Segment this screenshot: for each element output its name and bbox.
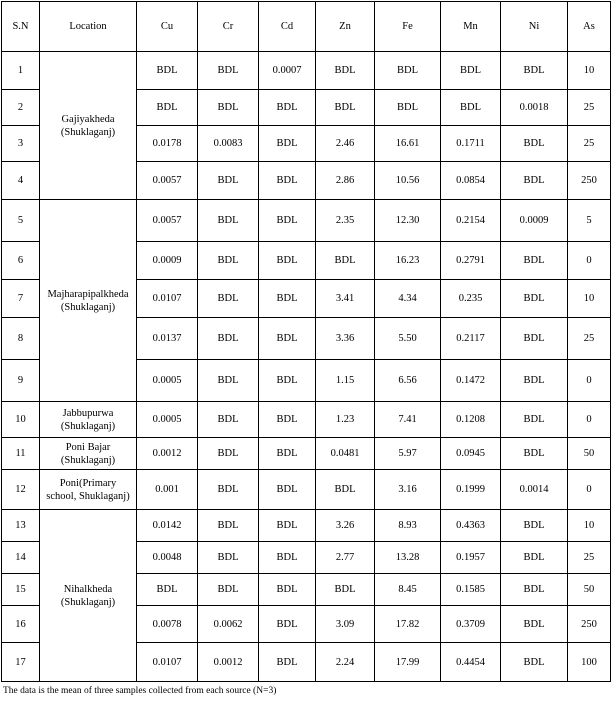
location-name: Majharapipalkheda	[47, 288, 129, 300]
cell-as: 50	[568, 438, 611, 470]
cell-sn: 9	[2, 360, 40, 402]
cell-mn: 0.1208	[441, 402, 501, 438]
cell-mn: 0.4363	[441, 510, 501, 542]
cell-sn: 10	[2, 402, 40, 438]
cell-ni: BDL	[501, 52, 568, 90]
cell-fe: 8.45	[375, 574, 441, 606]
cell-ni: BDL	[501, 542, 568, 574]
cell-ni: 0.0014	[501, 470, 568, 510]
cell-mn: 0.1472	[441, 360, 501, 402]
location-name: Poni(Primary	[59, 477, 117, 489]
cell-ni: BDL	[501, 162, 568, 200]
cell-cd: BDL	[259, 126, 316, 162]
cell-cu: 0.0048	[137, 542, 198, 574]
cell-cr: BDL	[198, 242, 259, 280]
cell-cu: 0.0107	[137, 280, 198, 318]
cell-cd: BDL	[259, 402, 316, 438]
header-cr: Cr	[198, 2, 259, 52]
cell-ni: BDL	[501, 360, 568, 402]
location-cell	[40, 470, 137, 510]
cell-as: 10	[568, 52, 611, 90]
heavy-metals-table	[1, 1, 611, 682]
header-ni: Ni	[501, 2, 568, 52]
cell-as: 5	[568, 200, 611, 242]
cell-ni: BDL	[501, 280, 568, 318]
cell-cr: BDL	[198, 200, 259, 242]
cell-cd: BDL	[259, 318, 316, 360]
cell-cd: BDL	[259, 606, 316, 643]
location-area: school, Shuklaganj)	[46, 490, 130, 502]
location-cell	[40, 402, 137, 438]
cell-cu: 0.0137	[137, 318, 198, 360]
cell-zn: 1.15	[316, 360, 375, 402]
cell-zn: 2.46	[316, 126, 375, 162]
cell-cu: 0.0057	[137, 162, 198, 200]
cell-mn: BDL	[441, 52, 501, 90]
location-area: (Shuklaganj)	[60, 301, 116, 313]
cell-cu: 0.0009	[137, 242, 198, 280]
cell-mn: BDL	[441, 90, 501, 126]
cell-fe: 13.28	[375, 542, 441, 574]
cell-mn: 0.2117	[441, 318, 501, 360]
cell-as: 250	[568, 162, 611, 200]
location-area: (Shuklaganj)	[60, 596, 116, 608]
cell-cr: 0.0012	[198, 643, 259, 682]
cell-ni: BDL	[501, 242, 568, 280]
cell-zn: BDL	[316, 470, 375, 510]
cell-cd: BDL	[259, 200, 316, 242]
cell-cu: BDL	[137, 574, 198, 606]
cell-ni: 0.0009	[501, 200, 568, 242]
location-cell	[40, 438, 137, 470]
cell-fe: 17.99	[375, 643, 441, 682]
cell-zn: 2.86	[316, 162, 375, 200]
header-fe: Fe	[375, 2, 441, 52]
cell-fe: 5.50	[375, 318, 441, 360]
cell-cu: 0.0107	[137, 643, 198, 682]
header-sn: S.N	[2, 2, 40, 52]
table-row	[2, 470, 611, 510]
cell-fe: 7.41	[375, 402, 441, 438]
cell-cr: BDL	[198, 542, 259, 574]
cell-as: 25	[568, 126, 611, 162]
cell-cu: 0.0178	[137, 126, 198, 162]
cell-cu: 0.0057	[137, 200, 198, 242]
cell-as: 250	[568, 606, 611, 643]
location-name: Jabbupurwa	[62, 407, 114, 419]
cell-ni: BDL	[501, 574, 568, 606]
cell-fe: 8.93	[375, 510, 441, 542]
cell-zn: 2.24	[316, 643, 375, 682]
cell-ni: BDL	[501, 643, 568, 682]
location-area: (Shuklaganj)	[60, 454, 116, 466]
location-cell	[40, 510, 137, 682]
cell-as: 25	[568, 90, 611, 126]
cell-sn: 14	[2, 542, 40, 574]
cell-mn: 0.0945	[441, 438, 501, 470]
cell-fe: 10.56	[375, 162, 441, 200]
cell-cu: 0.0005	[137, 402, 198, 438]
header-as: As	[568, 2, 611, 52]
cell-mn: 0.2791	[441, 242, 501, 280]
cell-cu: BDL	[137, 90, 198, 126]
cell-cr: BDL	[198, 510, 259, 542]
cell-zn: 3.36	[316, 318, 375, 360]
cell-sn: 1	[2, 52, 40, 90]
cell-sn: 15	[2, 574, 40, 606]
cell-as: 0	[568, 242, 611, 280]
cell-as: 50	[568, 574, 611, 606]
cell-fe: 16.23	[375, 242, 441, 280]
location-name: Poni Bajar	[65, 441, 111, 453]
table-row	[2, 510, 611, 542]
table-row	[2, 438, 611, 470]
cell-cr: 0.0062	[198, 606, 259, 643]
cell-ni: BDL	[501, 318, 568, 360]
location-area: (Shuklaganj)	[60, 126, 116, 138]
cell-mn: 0.2154	[441, 200, 501, 242]
cell-as: 25	[568, 542, 611, 574]
location-name: Nihalkheda	[63, 583, 113, 595]
cell-sn: 6	[2, 242, 40, 280]
cell-sn: 17	[2, 643, 40, 682]
cell-cu: 0.0142	[137, 510, 198, 542]
cell-cr: BDL	[198, 402, 259, 438]
table-row	[2, 402, 611, 438]
cell-cr: BDL	[198, 318, 259, 360]
cell-cd: BDL	[259, 574, 316, 606]
table-row	[2, 200, 611, 242]
location-area: (Shuklaganj)	[60, 420, 116, 432]
cell-cr: BDL	[198, 470, 259, 510]
cell-cu: 0.0078	[137, 606, 198, 643]
cell-as: 10	[568, 510, 611, 542]
location-name: Gajiyakheda	[61, 113, 115, 125]
cell-cd: BDL	[259, 280, 316, 318]
cell-cu: 0.001	[137, 470, 198, 510]
cell-cd: BDL	[259, 242, 316, 280]
cell-as: 0	[568, 360, 611, 402]
cell-ni: BDL	[501, 438, 568, 470]
cell-mn: 0.1999	[441, 470, 501, 510]
cell-zn: 0.0481	[316, 438, 375, 470]
header-cu: Cu	[137, 2, 198, 52]
cell-zn: 1.23	[316, 402, 375, 438]
cell-sn: 12	[2, 470, 40, 510]
cell-sn: 16	[2, 606, 40, 643]
location-cell	[40, 52, 137, 200]
cell-fe: 12.30	[375, 200, 441, 242]
header-mn: Mn	[441, 2, 501, 52]
cell-cd: 0.0007	[259, 52, 316, 90]
cell-cr: BDL	[198, 438, 259, 470]
table-footnote: The data is the mean of three samples collected from each source (N=3)	[3, 686, 277, 696]
cell-cd: BDL	[259, 510, 316, 542]
cell-cu: 0.0012	[137, 438, 198, 470]
cell-cr: BDL	[198, 90, 259, 126]
cell-fe: 4.34	[375, 280, 441, 318]
cell-ni: BDL	[501, 606, 568, 643]
cell-sn: 13	[2, 510, 40, 542]
cell-as: 0	[568, 402, 611, 438]
cell-zn: 2.77	[316, 542, 375, 574]
cell-cd: BDL	[259, 438, 316, 470]
cell-cr: BDL	[198, 360, 259, 402]
cell-as: 10	[568, 280, 611, 318]
cell-cu: 0.0005	[137, 360, 198, 402]
cell-fe: BDL	[375, 52, 441, 90]
cell-zn: 3.26	[316, 510, 375, 542]
cell-sn: 2	[2, 90, 40, 126]
cell-fe: 5.97	[375, 438, 441, 470]
cell-sn: 4	[2, 162, 40, 200]
cell-cu: BDL	[137, 52, 198, 90]
cell-cd: BDL	[259, 542, 316, 574]
cell-as: 0	[568, 470, 611, 510]
cell-fe: BDL	[375, 90, 441, 126]
cell-sn: 3	[2, 126, 40, 162]
cell-ni: 0.0018	[501, 90, 568, 126]
cell-mn: 0.1957	[441, 542, 501, 574]
cell-mn: 0.1585	[441, 574, 501, 606]
cell-cd: BDL	[259, 470, 316, 510]
header-cd: Cd	[259, 2, 316, 52]
cell-cd: BDL	[259, 90, 316, 126]
cell-cd: BDL	[259, 162, 316, 200]
cell-zn: BDL	[316, 52, 375, 90]
cell-ni: BDL	[501, 510, 568, 542]
header-row	[2, 2, 611, 52]
cell-fe: 16.61	[375, 126, 441, 162]
cell-cd: BDL	[259, 643, 316, 682]
cell-as: 100	[568, 643, 611, 682]
cell-fe: 17.82	[375, 606, 441, 643]
cell-cr: BDL	[198, 162, 259, 200]
cell-zn: BDL	[316, 90, 375, 126]
cell-cr: 0.0083	[198, 126, 259, 162]
cell-cr: BDL	[198, 280, 259, 318]
cell-fe: 3.16	[375, 470, 441, 510]
cell-cr: BDL	[198, 52, 259, 90]
cell-sn: 5	[2, 200, 40, 242]
cell-cd: BDL	[259, 360, 316, 402]
header-zn: Zn	[316, 2, 375, 52]
table-row	[2, 52, 611, 90]
cell-ni: BDL	[501, 402, 568, 438]
cell-zn: 3.41	[316, 280, 375, 318]
cell-zn: BDL	[316, 242, 375, 280]
cell-mn: 0.3709	[441, 606, 501, 643]
cell-zn: BDL	[316, 574, 375, 606]
cell-mn: 0.4454	[441, 643, 501, 682]
cell-cr: BDL	[198, 574, 259, 606]
cell-ni: BDL	[501, 126, 568, 162]
cell-sn: 11	[2, 438, 40, 470]
cell-mn: 0.1711	[441, 126, 501, 162]
cell-sn: 7	[2, 280, 40, 318]
cell-as: 25	[568, 318, 611, 360]
location-cell	[40, 200, 137, 402]
cell-zn: 2.35	[316, 200, 375, 242]
cell-zn: 3.09	[316, 606, 375, 643]
cell-mn: 0.235	[441, 280, 501, 318]
header-location: Location	[40, 2, 137, 52]
cell-mn: 0.0854	[441, 162, 501, 200]
cell-sn: 8	[2, 318, 40, 360]
cell-fe: 6.56	[375, 360, 441, 402]
